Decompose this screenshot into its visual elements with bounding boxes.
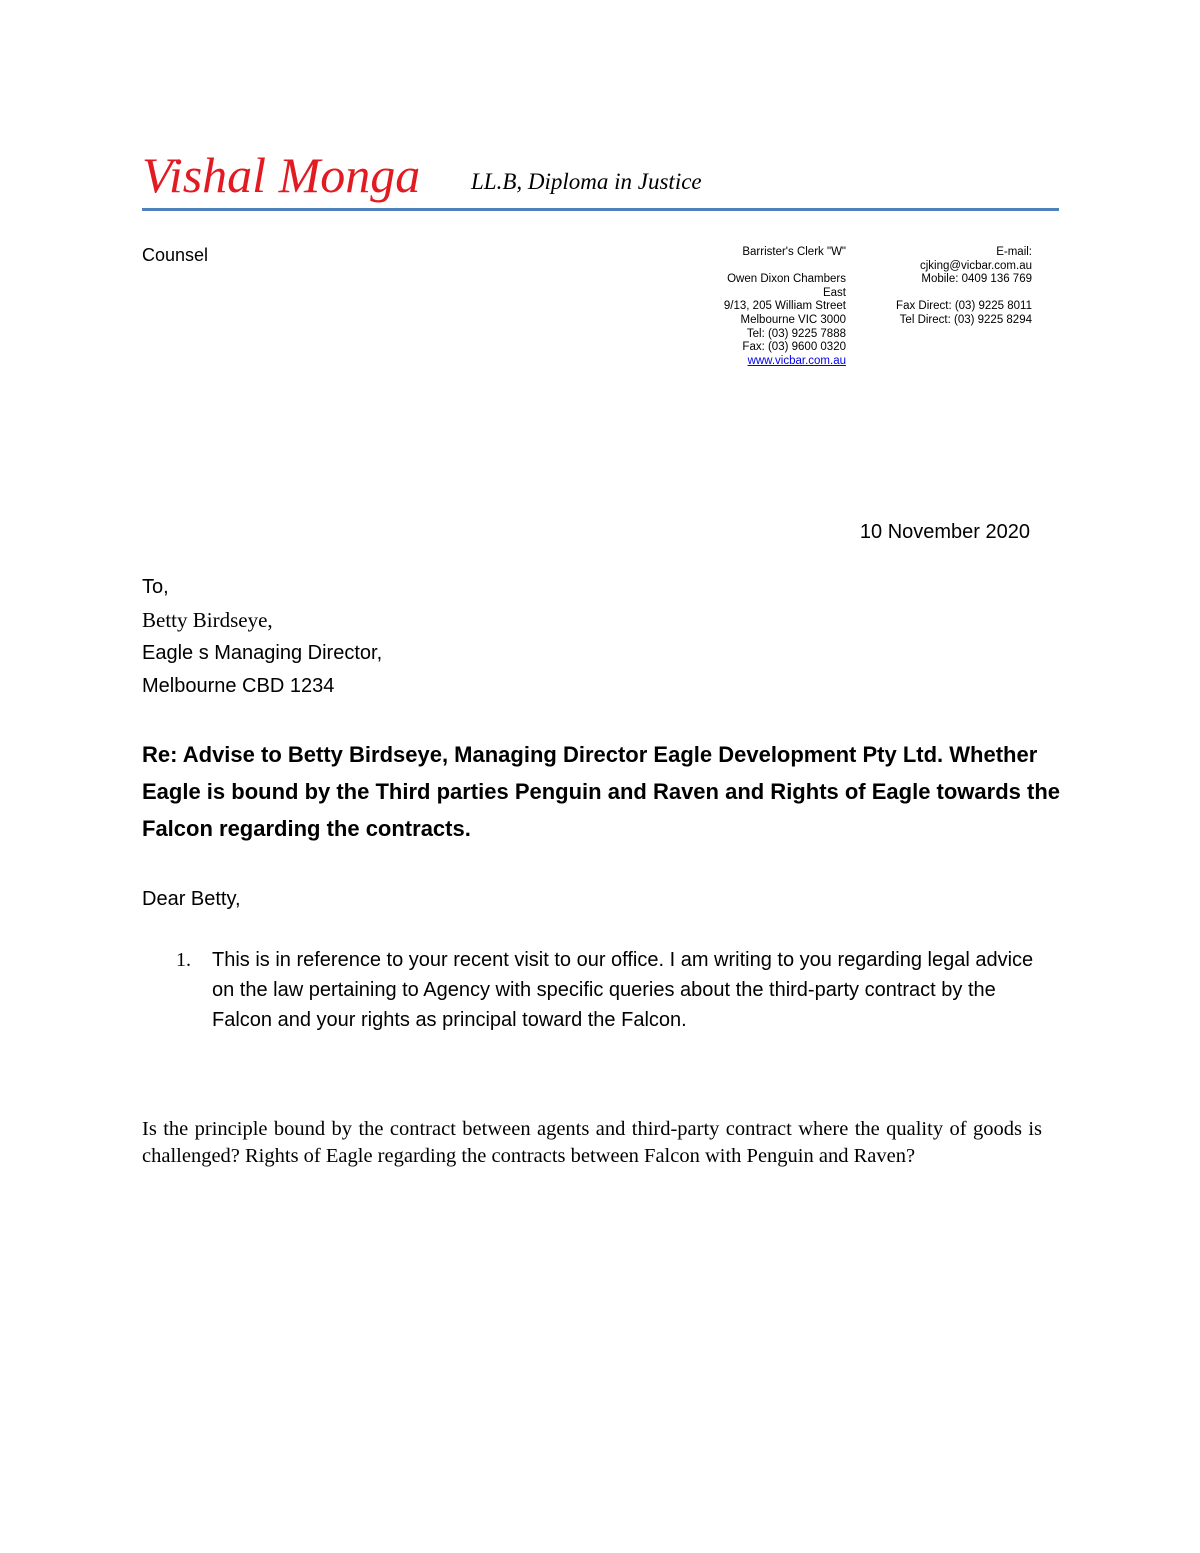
- chambers-wing: East: [822, 286, 846, 299]
- recipient-address: Melbourne CBD 1234: [142, 675, 335, 697]
- street-address: 9/13, 205 William Street: [723, 300, 846, 313]
- clerk-address-block: [666, 246, 846, 368]
- subject-heading: Re: Advise to Betty Birdseye, Managing Director Eagle Development Pty Ltd. Whether Eagle is bound by the Third parties Penguin and Raven and Rights of Eagle towards the Falcon regarding the contracts.: [142, 742, 1061, 841]
- clerk-fax: Fax: (03) 9600 0320: [742, 341, 846, 354]
- header-divider: [142, 208, 1059, 211]
- fax-direct: Fax Direct: (03) 9225 8011: [896, 300, 1032, 313]
- clerk-title: Barrister's Clerk "W": [742, 246, 846, 258]
- contact-block: [852, 246, 1032, 328]
- letter-date: 10 November 2020: [859, 521, 1030, 543]
- mobile-number: Mobile: 0409 136 769: [921, 273, 1032, 286]
- question-paragraph: Is the principle bound by the contract between agents and third-party contract where the quality of goods is challenged? Rights of Eagle regarding the contracts between Falcon with Penguin and Raven?: [142, 1118, 1042, 1167]
- city-address: Melbourne VIC 3000: [740, 313, 846, 326]
- author-role: Counsel: [142, 245, 209, 265]
- salutation: Dear Betty,: [142, 888, 241, 910]
- website-link[interactable]: www.vicbar.com.au: [747, 354, 846, 367]
- author-name: Vishal Monga: [142, 147, 421, 203]
- recipient-to: To,: [142, 576, 169, 598]
- recipient-name: Betty Birdseye,: [142, 608, 273, 632]
- clerk-tel: Tel: (03) 9225 7888: [746, 327, 846, 340]
- recipient-block: [142, 571, 382, 703]
- chambers-name: Owen Dixon Chambers: [727, 273, 846, 286]
- author-qualifications: LL.B, Diploma in Justice: [471, 169, 702, 194]
- recipient-title: Eagle s Managing Director,: [142, 642, 383, 664]
- email-label: E-mail:: [996, 246, 1032, 258]
- email-address: cjking@vicbar.com.au: [919, 259, 1032, 272]
- tel-direct: Tel Direct: (03) 9225 8294: [899, 313, 1032, 326]
- list-item-text: This is in reference to your recent visit to our office. I am writing to you regarding legal advice on the law pertaining to Agency with specific queries about the third-party contract by the Falcon and your rights as principal toward the Falcon.: [212, 949, 1034, 1031]
- list-item-number: 1.: [176, 949, 191, 971]
